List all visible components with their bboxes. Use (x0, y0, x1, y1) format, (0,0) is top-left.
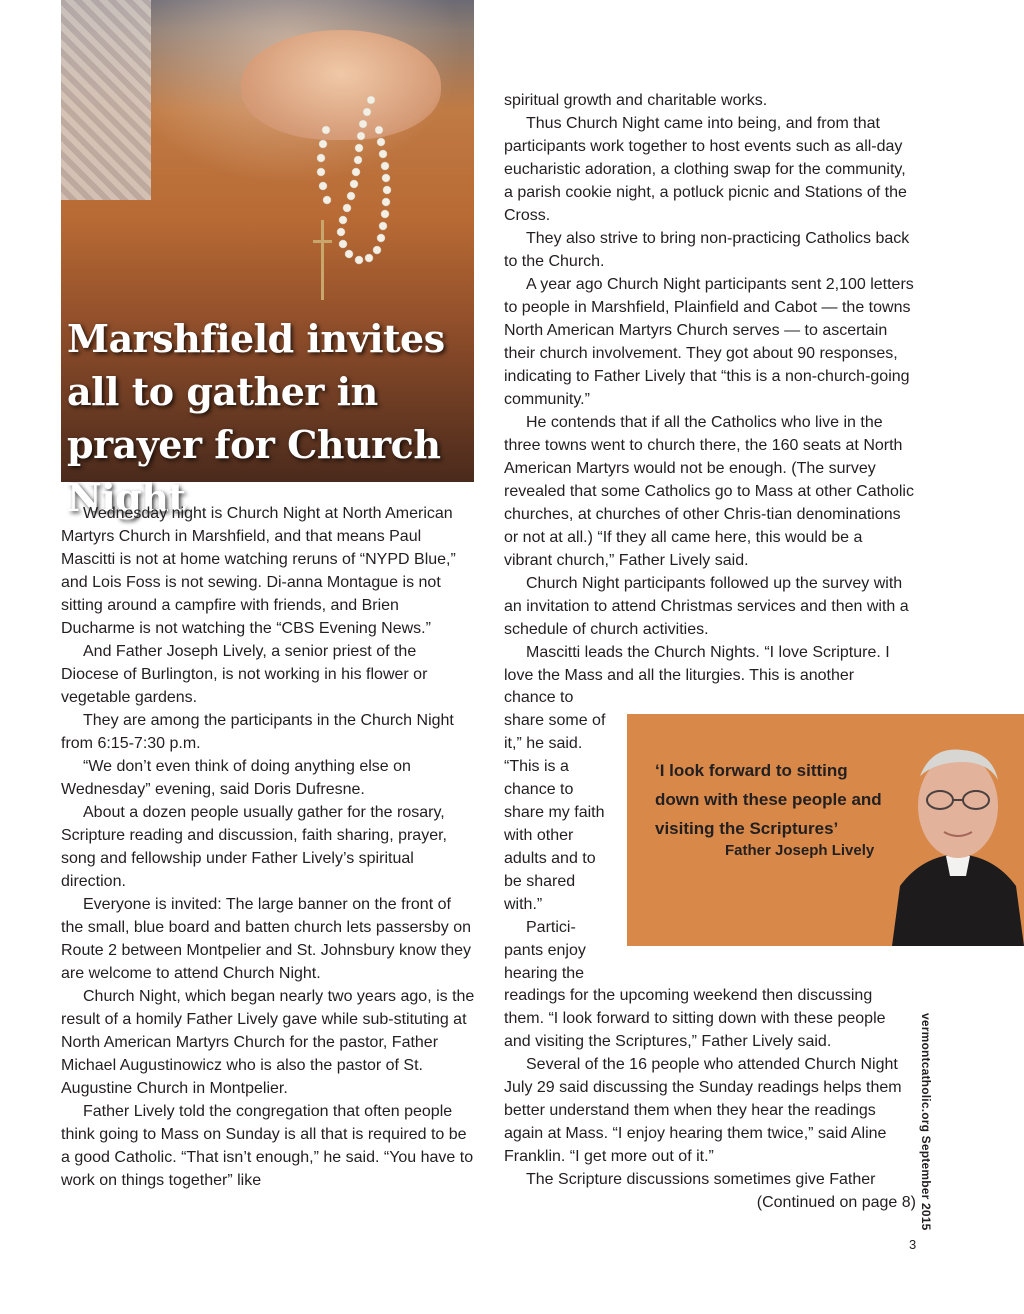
headline: Marshfield invites all to gather in prayer for Church Night (67, 316, 445, 520)
paragraph: He contends that if all the Catholics who live in the three towns went to church there, the 160 seats at North American Martyrs would not be enough. (The survey revealed that some Catholics go to Mass at other Catholic churches, at churches of other Chris-tian denominations or not at all.) “If they all came here, this would be a vibrant church,” Father Lively said. (504, 414, 914, 569)
continued-note: (Continued on page 8) (756, 1194, 916, 1211)
paragraph: Thus Church Night came into being, and from that participants work together to host events such as all-day eucharistic adoration, a clothing swap for the community, a parish cookie night, a potluck picnic and Stations of the Cross. (504, 115, 907, 224)
article-column-right-top (504, 89, 914, 687)
paragraph: Church Night, which began nearly two years ago, is the result of a homily Father Lively gave while sub-stituting at North American Martyrs Church for the pastor, Father Michael Augustinowicz who is also the pastor of St. Augustine Church in Montpelier. (61, 988, 475, 1097)
rosary-beads-icon (251, 90, 421, 320)
article-column-left (61, 502, 475, 1192)
paragraph: A year ago Church Night participants sent 2,100 letters to people in Marshfield, Plainfield and Cabot — the towns North American Martyrs Church serves — to ascertain their church involvement. They got about 90 responses, indicating to Father Lively that “this is a non-church-going community.” (504, 276, 914, 408)
paragraph: Partici-pants enjoy hearing the (504, 919, 586, 982)
paragraph: Father Lively told the congregation that often people think going to Mass on Sunday is all that is required to be a good Catholic. “That isn’t enough,” he said. “You have to work on things together” like (61, 1103, 474, 1189)
shirt-fabric (61, 0, 151, 200)
paragraph: Mascitti leads the Church Nights. “I love Scripture. I love the Mass and all the liturgies. This is another (504, 644, 890, 684)
pull-quote-attribution: Father Joseph Lively (725, 842, 875, 859)
article-column-narrow (504, 686, 608, 985)
paragraph: chance to share some of it,” he said. “This is a chance to share my faith with other adults and to be shared with.” (504, 689, 606, 913)
article-column-right-bottom (504, 984, 916, 1214)
paragraph: Church Night participants followed up the survey with an invitation to attend Christmas services and then with a schedule of church activities. (504, 575, 909, 638)
paragraph: Everyone is invited: The large banner on the front of the small, blue board and batten church lets passersby on Route 2 between Montpelier and St. Johnsbury know they are welcome to attend Church Night. (61, 896, 472, 982)
paragraph: The Scripture discussions sometimes give Father (526, 1171, 876, 1188)
priest-portrait (892, 736, 1024, 946)
paragraph: They also strive to bring non-practicing Catholics back to the Church. (504, 230, 910, 270)
pull-quote-text: ‘I look forward to sitting down with these people and visiting the Scriptures’ (655, 761, 882, 838)
paragraph: Several of the 16 people who attended Church Night July 29 said discussing the Sunday readings helps them better understand them when they hear the readings again at Mass. “I enjoy hearing them twice,” said Aline Franklin. “I get more out of it.” (504, 1056, 902, 1165)
paragraph: They are among the participants in the Church Night from 6:15-7:30 p.m. (61, 712, 454, 752)
paragraph: About a dozen people usually gather for the rosary, Scripture reading and discussion, faith sharing, prayer, song and fellowship under Father Lively’s spiritual direction. (61, 804, 447, 890)
page-number: 3 (909, 1237, 917, 1252)
paragraph: “We don’t even think of doing anything else on Wednesday” evening, said Doris Dufresne. (61, 758, 411, 798)
paragraph: And Father Joseph Lively, a senior priest of the Diocese of Burlington, is not working in his flower or vegetable gardens. (61, 643, 428, 706)
paragraph: readings for the upcoming weekend then discussing them. “I look forward to sitting down with these people and visiting the Scriptures,” Father Lively said. (504, 987, 886, 1050)
hero-image (61, 0, 474, 520)
footer-url-date: vermontcatholic.org September 2015 (919, 1013, 933, 1231)
footer-vertical (919, 1013, 944, 1231)
paragraph: Wednesday night is Church Night at North American Martyrs Church in Marshfield, and that means Paul Mascitti is not at home watching reruns of “NYPD Blue,” and Lois Foss is not sewing. Di-anna Montague is not sitting around a campfire with friends, and Brien Ducharme is not watching the “CBS Evening News.” (61, 505, 456, 637)
pull-quote-box (627, 714, 1024, 946)
paragraph: spiritual growth and charitable works. (504, 92, 768, 109)
